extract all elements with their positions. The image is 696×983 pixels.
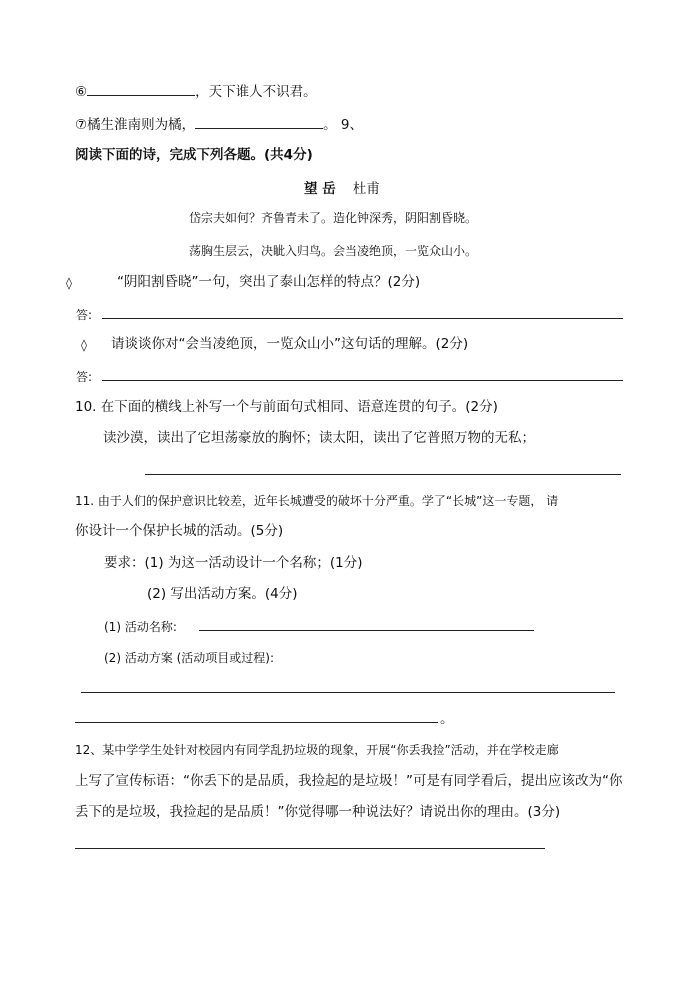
question-12-line-2: 上写了宣传标语：“你丢下的是品质，我捡起的是垃圾！”可是有同学看后，提出应该改为“你 [75,773,623,789]
activity-plan-line-1[interactable] [81,692,615,693]
item-number: ⑥ [75,84,88,100]
sub-question-2-number: ◊ [81,338,87,352]
question-10-example: 读沙漠，读出了它坦荡豪放的胸怀；读太阳，读出了它普照万物的无私； [103,430,535,446]
item-text: ，天下谁人不识君。 [195,84,317,100]
question-10-prompt: 10. 在下面的横线上补写一个与前面句式相同、语意连贯的句子。(2分) [75,399,498,415]
question-12-line-1: 12、某中学学生处针对校园内有同学乱扔垃圾的现象，开展“你丢我捡”活动，并在学校走廊 [75,743,559,757]
answer-line[interactable] [75,848,545,849]
poem-line-1: 岱宗夫如何？齐鲁青未了。造化钟深秀，阴阳割昏晓。 [189,211,478,225]
answer-blank[interactable] [87,83,195,96]
sub-question-1: “阴阳割昏晓”一句，突出了泰山怎样的特点？(2分) [117,274,421,290]
item-tail: 。 9、 [323,117,363,133]
activity-name-line[interactable] [199,630,534,631]
question-6 [75,83,317,101]
poem-title: 望 岳 [304,181,336,197]
requirement-2: (2) 写出活动方案。(4分) [147,586,298,602]
answer-line[interactable] [102,318,623,319]
question-11-prompt-line-2: 你设计一个保护长城的活动。(5分) [75,523,284,539]
poem-line-2: 荡胸生层云，决眦入归鸟。会当凌绝顶，一览众山小。 [189,244,478,258]
activity-plan-line-2[interactable] [75,722,438,723]
sub-question-2: 请谈谈你对“会当凌绝顶，一览众山小”这句话的理解。(2分) [111,336,469,352]
answer-label: 答: [76,370,93,384]
question-11-prompt-line-1: 11. 由于人们的保护意识比较差，近年长城遭受的破坏十分严重。学了“长城”这一专题， 请 [75,494,559,508]
poem-author: 杜甫 [352,181,380,197]
question-7 [75,116,363,134]
field-activity-plan: (2) 活动方案 (活动项目或过程): [104,651,275,665]
item-text: ⑦橘生淮南则为橘， [75,117,196,133]
answer-label: 答: [76,308,93,322]
question-12-line-3: 丢下的是垃圾，我捡起的是品质！”你觉得哪一种说法好？请说出你的理由。(3分) [75,804,561,820]
question-9-heading: 阅读下面的诗，完成下列各题。(共4分) [75,147,313,163]
field-activity-name: (1) 活动名称: [104,620,177,634]
sub-question-1-number: ◊ [66,276,72,290]
end-mark: 。 [440,711,454,727]
poem-heading [304,180,380,198]
answer-line[interactable] [102,380,623,381]
answer-line[interactable] [145,474,621,475]
requirement-1: 要求：(1) 为这一活动设计一个名称；(1分) [104,555,363,571]
answer-blank[interactable] [195,116,323,129]
